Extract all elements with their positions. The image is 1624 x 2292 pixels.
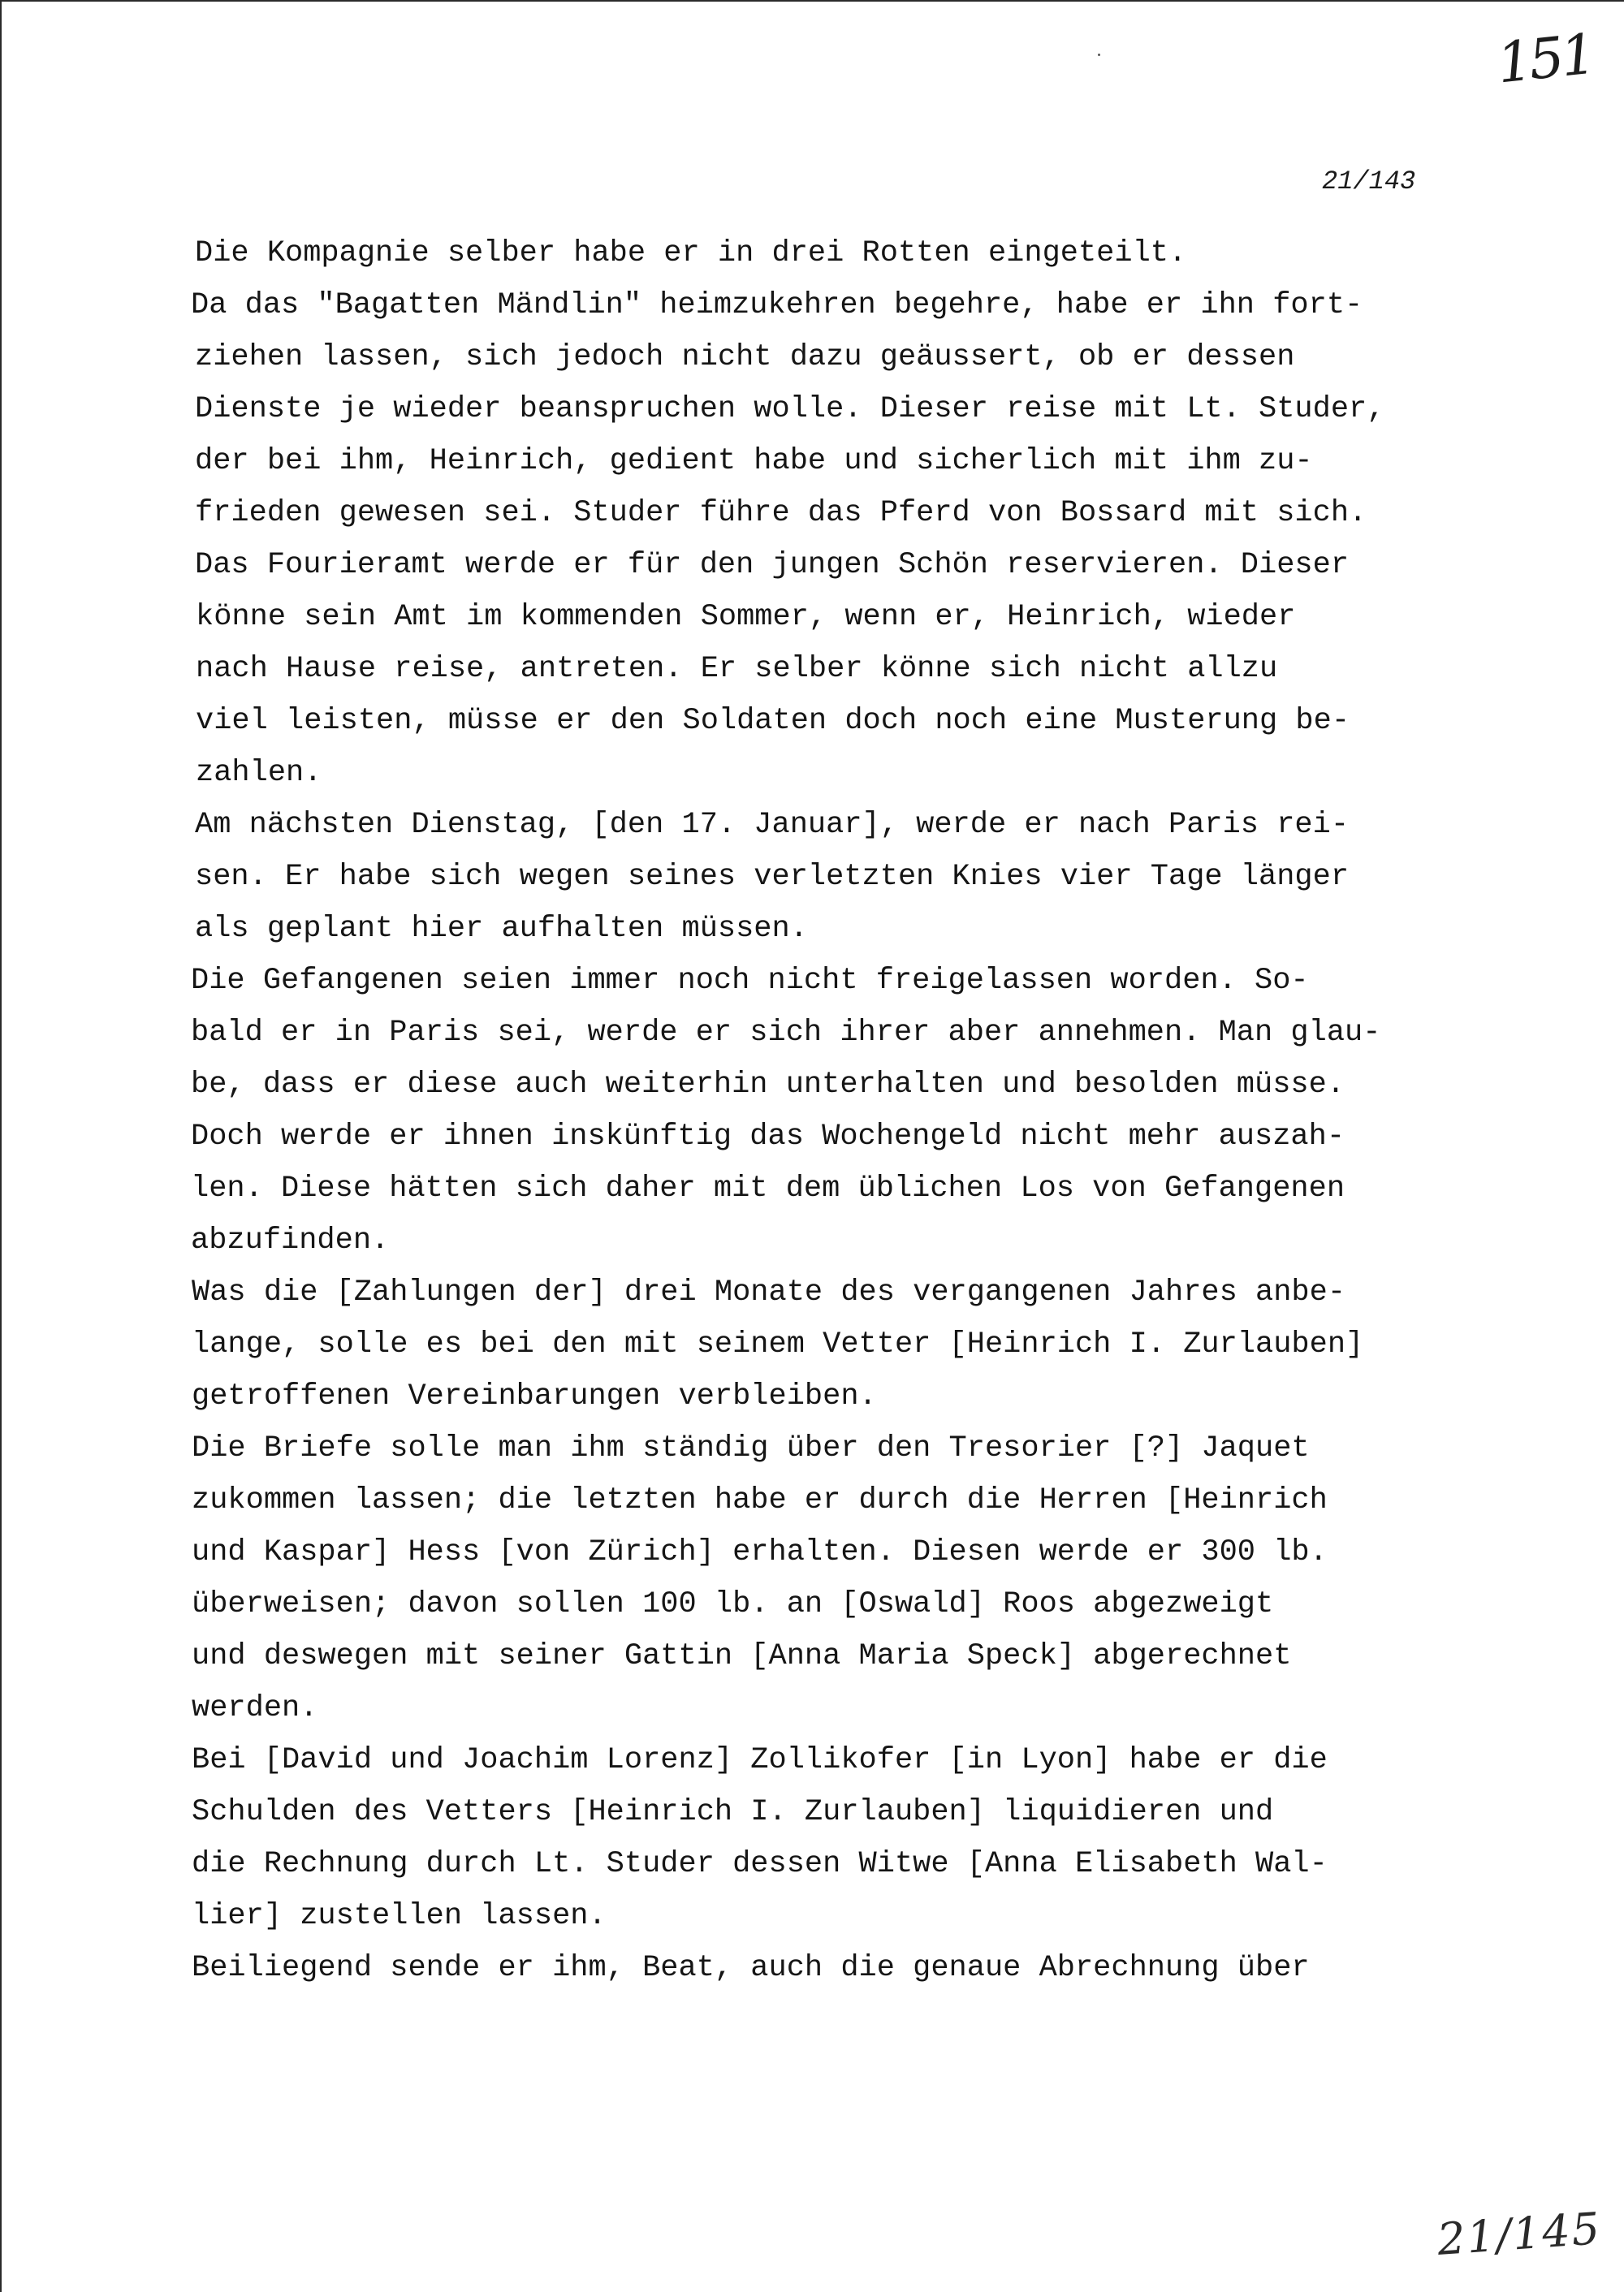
text-line: nach Hause reise, antreten. Er selber könne sich nicht allzu bbox=[196, 652, 1278, 686]
text-line: Beiliegend sende er ihm, Beat, auch die genaue Abrechnung über bbox=[192, 1951, 1310, 1985]
text-line: werden. bbox=[192, 1691, 318, 1725]
handwritten-archive-number: 21/145 bbox=[1436, 2203, 1603, 2265]
text-line: abzufinden. bbox=[191, 1224, 390, 1258]
text-line: Bei [David und Joachim Lorenz] Zollikofer [in Lyon] habe er die bbox=[192, 1743, 1328, 1777]
text-line: die Rechnung durch Lt. Studer dessen Witwe [Anna Elisabeth Wal- bbox=[192, 1847, 1328, 1881]
text-line: viel leisten, müsse er den Soldaten doch noch eine Musterung be- bbox=[196, 704, 1350, 738]
text-line: der bei ihm, Heinrich, gedient habe und sicherlich mit ihm zu- bbox=[195, 444, 1313, 478]
text-line: lier] zustellen lassen. bbox=[192, 1899, 607, 1933]
text-line: getroffenen Vereinbarungen verbleiben. bbox=[192, 1379, 877, 1414]
text-line: zahlen. bbox=[196, 756, 322, 790]
scan-speck bbox=[1098, 54, 1100, 56]
text-line: Schulden des Vetters [Heinrich I. Zurlauben] liquidieren und bbox=[192, 1795, 1274, 1829]
text-line: Da das "Bagatten Mändlin" heimzukehren begehre, habe er ihn fort- bbox=[191, 288, 1363, 322]
text-line: Die Gefangenen seien immer noch nicht freigelassen worden. So- bbox=[191, 964, 1309, 998]
text-line: Die Briefe solle man ihm ständig über den Tresorier [?] Jaquet bbox=[192, 1431, 1310, 1465]
text-line: ziehen lassen, sich jedoch nicht dazu geäussert, ob er dessen bbox=[195, 340, 1295, 374]
text-line: Doch werde er ihnen inskünftig das Wochengeld nicht mehr auszah- bbox=[191, 1120, 1345, 1154]
text-line: könne sein Amt im kommenden Sommer, wenn er, Heinrich, wieder bbox=[196, 600, 1296, 634]
text-line: len. Diese hätten sich daher mit dem üblichen Los von Gefangenen bbox=[191, 1172, 1345, 1206]
text-line: Dienste je wieder beanspruchen wolle. Dieser reise mit Lt. Studer, bbox=[195, 392, 1385, 426]
text-line: Die Kompagnie selber habe er in drei Rotten eingeteilt. bbox=[195, 236, 1187, 270]
text-line: zukommen lassen; die letzten habe er durch die Herren [Heinrich bbox=[192, 1483, 1328, 1517]
text-line: lange, solle es bei den mit seinem Vetter [Heinrich I. Zurlauben] bbox=[192, 1327, 1364, 1362]
typed-body-text bbox=[193, 227, 1541, 1994]
text-line: und Kaspar] Hess [von Zürich] erhalten. Diesen werde er 300 lb. bbox=[192, 1535, 1328, 1569]
text-line: überweisen; davon sollen 100 lb. an [Oswald] Roos abgezweigt bbox=[192, 1587, 1274, 1621]
handwritten-folio-number: 151 bbox=[1494, 22, 1596, 97]
text-line: sen. Er habe sich wegen seines verletzten Knies vier Tage länger bbox=[195, 860, 1350, 894]
page-reference: 21/143 bbox=[1322, 166, 1416, 196]
text-line: und deswegen mit seiner Gattin [Anna Maria Speck] abgerechnet bbox=[192, 1639, 1292, 1673]
text-line: Am nächsten Dienstag, [den 17. Januar], werde er nach Paris rei- bbox=[195, 808, 1350, 842]
text-line: Was die [Zahlungen der] drei Monate des vergangenen Jahres anbe- bbox=[192, 1275, 1346, 1310]
text-line: bald er in Paris sei, werde er sich ihrer aber annehmen. Man glau- bbox=[191, 1016, 1381, 1050]
text-line: Das Fourieramt werde er für den jungen Schön reservieren. Dieser bbox=[195, 548, 1350, 582]
text-line: be, dass er diese auch weiterhin unterhalten und besolden müsse. bbox=[191, 1068, 1345, 1102]
text-line: frieden gewesen sei. Studer führe das Pferd von Bossard mit sich. bbox=[195, 496, 1367, 530]
text-line: als geplant hier aufhalten müssen. bbox=[195, 912, 808, 946]
